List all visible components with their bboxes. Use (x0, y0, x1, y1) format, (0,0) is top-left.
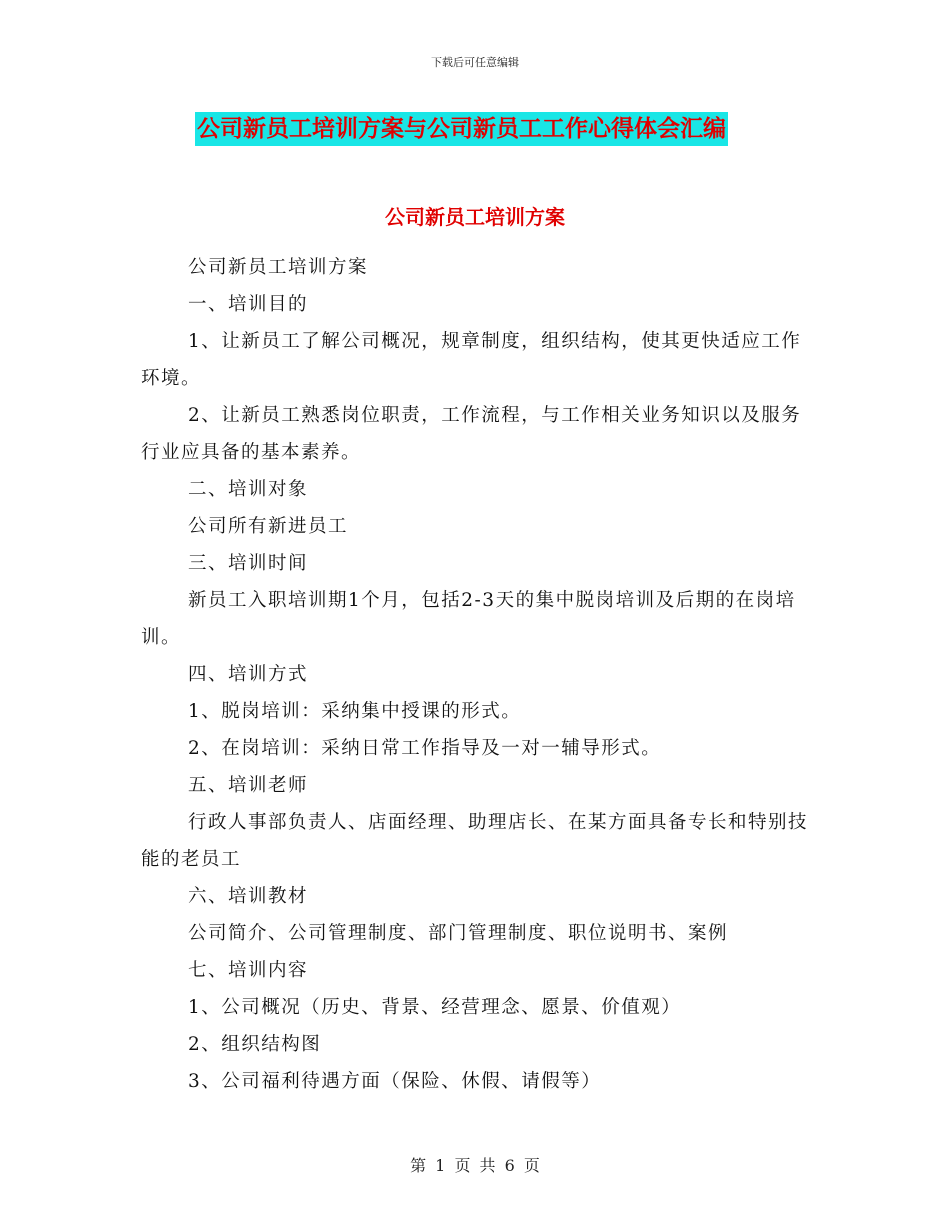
paragraph: 1、脱岗培训：采纳集中授课的形式。 (188, 701, 522, 722)
paragraph: 2、组织结构图 (188, 1034, 322, 1055)
paragraph: 二、培训对象 (188, 479, 309, 500)
header-note: 下载后可任意编辑 (431, 56, 519, 69)
paragraph: 2、让新员工熟悉岗位职责，工作流程，与工作相关业务知识以及服务行业应具备的基本素养。 (141, 405, 802, 463)
paragraph: 三、培训时间 (188, 553, 309, 574)
paragraph: 公司所有新进员工 (188, 516, 349, 537)
paragraph: 行政人事部负责人、店面经理、助理店长、在某方面具备专长和特别技能的老员工 (141, 812, 809, 870)
section-title: 公司新员工培训方案 (385, 205, 565, 229)
paragraph: 1、让新员工了解公司概况，规章制度，组织结构，使其更快适应工作环境。 (141, 331, 802, 389)
paragraph: 新员工入职培训期1个月，包括2-3天的集中脱岗培训及后期的在岗培训。 (141, 590, 796, 648)
paragraph: 六、培训教材 (188, 886, 309, 907)
paragraph: 2、在岗培训：采纳日常工作指导及一对一辅导形式。 (188, 738, 662, 759)
paragraph: 五、培训老师 (188, 775, 309, 796)
paragraph: 四、培训方式 (188, 664, 309, 685)
paragraph: 公司简介、公司管理制度、部门管理制度、职位说明书、案例 (188, 923, 729, 944)
document-title: 公司新员工培训方案与公司新员工工作心得体会汇编 (195, 112, 728, 146)
paragraph: 公司新员工培训方案 (188, 257, 369, 278)
document-body (141, 249, 811, 1100)
paragraph: 3、公司福利待遇方面（保险、休假、请假等） (188, 1071, 602, 1092)
page-number: 第 1 页 共 6 页 (410, 1156, 540, 1175)
paragraph: 一、培训目的 (188, 294, 309, 315)
paragraph: 七、培训内容 (188, 960, 309, 981)
paragraph: 1、公司概况（历史、背景、经营理念、愿景、价值观） (188, 997, 682, 1018)
